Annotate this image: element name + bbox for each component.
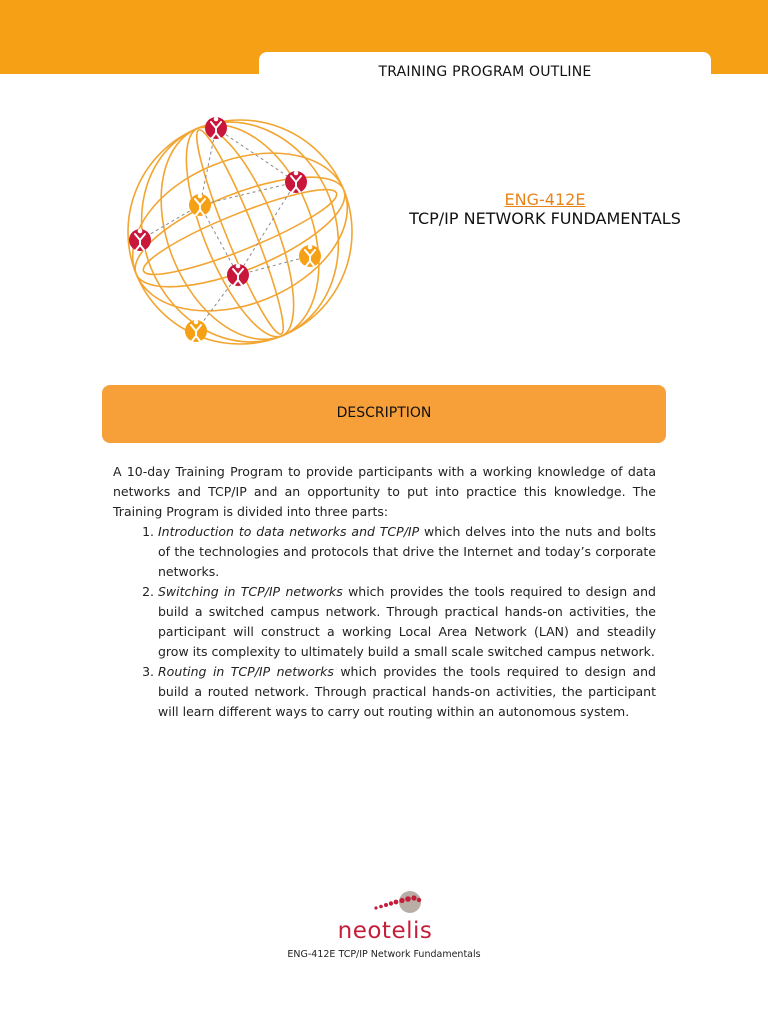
part-text: which provides the tools required to design and build a switched campus network. Through practical hands-on activities, the participant will construct a working Local Area Network (LAN) and steadily grow its complexity to ultimately build a small scale switched campus network. [158,584,656,659]
brand-name: neotelis [337,918,433,944]
outline-title: TRAINING PROGRAM OUTLINE [378,64,592,80]
footer-text: ENG-412E TCP/IP Network Fundamentals [287,949,481,960]
course-code: ENG-412E [504,190,586,209]
description-intro: A 10-day Training Program to provide participants with a working knowledge of data networks and TCP/IP and an opportunity to put into practice this knowledge. The Training Program is divided into three parts: [113,464,656,519]
part-title: Switching in TCP/IP networks [158,584,343,599]
network-globe-icon [120,110,360,350]
part-title: Introduction to data networks and TCP/IP [158,524,420,539]
list-item [158,522,656,582]
part-title: Routing in TCP/IP networks [158,664,334,679]
description-body [113,462,656,722]
list-item [158,662,656,722]
parts-list [113,522,656,722]
list-item [158,582,656,662]
part-text: which provides the tools required to design and build a routed network. Through practical hands-on activities, the participant will learn different ways to carry out routing within an autonomous system. [158,664,656,719]
course-name: TCP/IP NETWORK FUNDAMENTALS [409,209,681,228]
part-text: which delves into the nuts and bolts of the technologies and protocols that drive the Internet and today’s corporate networks. [158,524,656,579]
description-title: DESCRIPTION [336,405,432,421]
